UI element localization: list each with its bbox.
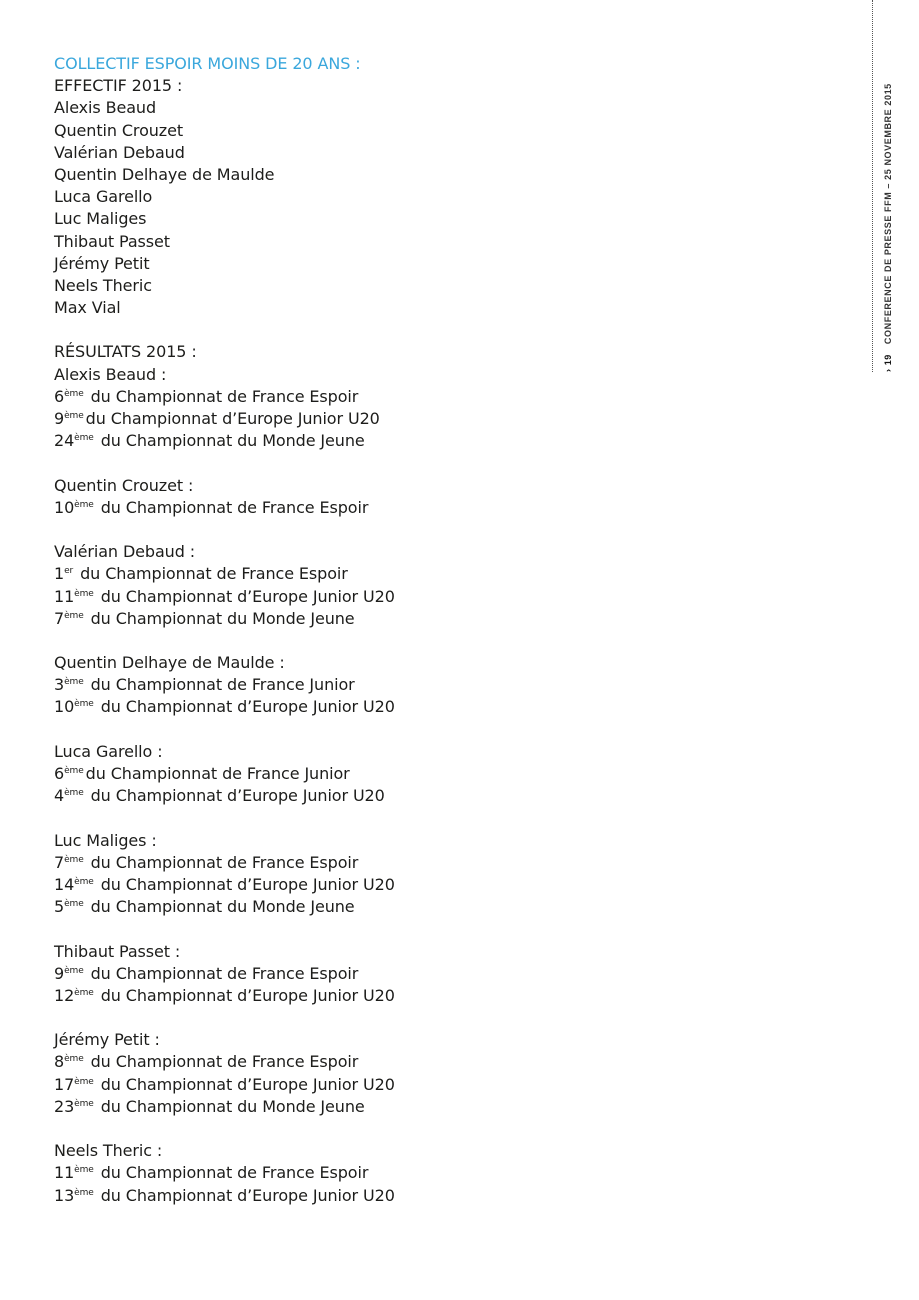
sidebar-label: [881, 83, 895, 372]
result-line: [54, 497, 754, 519]
result-rank: 11: [54, 1163, 75, 1183]
result-rank: 13: [54, 1185, 75, 1205]
document-body: [54, 53, 754, 1207]
athlete-name: Luca Garello :: [54, 741, 163, 761]
result-competition: du Championnat de France Espoir: [85, 386, 359, 406]
roster-name: Alexis Beaud: [54, 98, 157, 118]
result-competition: du Championnat du Monde Jeune: [95, 431, 365, 451]
roster-name: Max Vial: [54, 298, 121, 318]
athlete-result-block: [54, 541, 754, 652]
collective-heading: COLLECTIF ESPOIR MOINS DE 20 ANS :: [54, 54, 361, 73]
result-competition: du Championnat de France Espoir: [75, 564, 348, 584]
result-line: [54, 608, 754, 630]
page-number: › 19: [883, 354, 893, 372]
result-competition: du Championnat d’Europe Junior U20: [95, 697, 395, 717]
result-line: [54, 674, 754, 696]
result-rank: 17: [54, 1074, 75, 1094]
athlete-result-block: [54, 364, 754, 475]
result-rank: 7: [54, 608, 65, 628]
roster-title: EFFECTIF 2015 :: [54, 76, 183, 96]
result-line: [54, 1074, 754, 1096]
athlete-result-block: [54, 652, 754, 741]
result-rank: 6: [54, 386, 65, 406]
result-line: [54, 763, 754, 785]
result-rank: 24: [54, 431, 75, 451]
rank-suffix: ème: [74, 1098, 94, 1109]
rank-suffix: ème: [64, 677, 84, 688]
athlete-result-block: [54, 1140, 754, 1207]
athlete-result-block: [54, 830, 754, 941]
rank-suffix: ème: [64, 610, 84, 621]
result-rank: 6: [54, 764, 65, 783]
rank-suffix: ème: [64, 766, 84, 776]
results-title: RÉSULTATS 2015 :: [54, 342, 197, 362]
rank-suffix: ème: [64, 388, 84, 399]
result-rank: 10: [54, 697, 75, 717]
rank-suffix: ème: [74, 588, 94, 599]
rank-suffix: ème: [64, 854, 84, 865]
athlete-name: Quentin Crouzet :: [54, 475, 194, 495]
result-competition: du Championnat d’Europe Junior U20: [95, 1074, 395, 1094]
athlete-name: Alexis Beaud :: [54, 364, 167, 384]
rank-suffix: ème: [74, 987, 94, 998]
result-line: [54, 852, 754, 874]
result-competition: du Championnat d’Europe Junior U20: [95, 1185, 395, 1205]
result-rank: 8: [54, 1052, 65, 1072]
margin-divider: [872, 0, 873, 372]
athlete-result-block: [54, 475, 754, 542]
result-rank: 9: [54, 409, 65, 428]
athlete-result-block: [54, 1029, 754, 1140]
result-line: [54, 1051, 754, 1073]
rank-suffix: ème: [74, 433, 94, 444]
spacer: [54, 807, 754, 829]
athlete-result-block: [54, 741, 754, 830]
result-competition: du Championnat du Monde Jeune: [85, 608, 355, 628]
result-rank: 7: [54, 852, 65, 872]
result-rank: 1: [54, 564, 65, 584]
result-line: [54, 896, 754, 918]
result-rank: 14: [54, 874, 75, 894]
roster-name: Valérian Debaud: [54, 142, 185, 162]
result-line: [54, 785, 754, 807]
result-rank: 9: [54, 963, 65, 983]
athlete-name: Luc Maliges :: [54, 830, 157, 850]
spacer: [54, 719, 754, 741]
result-rank: 10: [54, 497, 75, 517]
result-line: [54, 696, 754, 718]
result-competition: du Championnat de France Junior: [85, 764, 350, 783]
athlete-name: Quentin Delhaye de Maulde :: [54, 653, 285, 673]
result-rank: 3: [54, 675, 65, 695]
result-competition: du Championnat d’Europe Junior U20: [85, 786, 385, 806]
roster-name: Luca Garello: [54, 187, 153, 207]
rank-suffix: ème: [74, 499, 94, 510]
rank-suffix: ème: [64, 788, 84, 799]
result-line: [54, 586, 754, 608]
result-line: [54, 963, 754, 985]
result-rank: 23: [54, 1096, 75, 1116]
result-competition: du Championnat d’Europe Junior U20: [95, 586, 395, 606]
rank-suffix: ème: [64, 411, 84, 421]
athlete-name: Jérémy Petit :: [54, 1030, 160, 1050]
rank-suffix: ème: [74, 699, 94, 710]
athlete-name: Thibaut Passet :: [54, 941, 181, 961]
result-competition: du Championnat de France Espoir: [85, 963, 359, 983]
result-line: [54, 563, 754, 585]
spacer: [54, 1007, 754, 1029]
result-competition: du Championnat de France Espoir: [85, 852, 359, 872]
result-competition: du Championnat d’Europe Junior U20: [85, 409, 380, 428]
result-competition: du Championnat de France Espoir: [95, 1163, 369, 1183]
roster-name: Quentin Crouzet: [54, 120, 184, 140]
athlete-result-block: [54, 941, 754, 1030]
result-rank: 11: [54, 586, 75, 606]
result-line: [54, 1185, 754, 1207]
spacer: [54, 1118, 754, 1140]
athlete-name: Neels Theric :: [54, 1141, 163, 1161]
result-line: [54, 985, 754, 1007]
results-list: [54, 364, 754, 1207]
result-rank: 12: [54, 985, 75, 1005]
result-competition: du Championnat de France Espoir: [95, 497, 369, 517]
result-competition: du Championnat du Monde Jeune: [95, 1096, 365, 1116]
spacer: [54, 319, 754, 341]
rank-suffix: ème: [74, 876, 94, 887]
result-competition: du Championnat d’Europe Junior U20: [95, 874, 395, 894]
roster-name: Jérémy Petit: [54, 253, 150, 273]
spacer: [54, 452, 754, 474]
result-line: [54, 1162, 754, 1184]
result-competition: du Championnat de France Junior: [85, 675, 355, 695]
roster-name: Thibaut Passet: [54, 231, 170, 251]
result-rank: 5: [54, 897, 65, 917]
rank-suffix: ème: [64, 1054, 84, 1065]
rank-suffix: ème: [74, 1187, 94, 1198]
result-rank: 4: [54, 786, 65, 806]
result-line: [54, 386, 754, 408]
roster-name: Quentin Delhaye de Maulde: [54, 164, 275, 184]
spacer: [54, 519, 754, 541]
rank-suffix: ème: [74, 1076, 94, 1087]
roster-list: [54, 97, 754, 319]
rank-suffix: ème: [74, 1165, 94, 1176]
spacer: [54, 630, 754, 652]
rank-suffix: ème: [64, 965, 84, 976]
roster-name: Luc Maliges: [54, 209, 147, 229]
athlete-name: Valérian Debaud :: [54, 542, 196, 562]
result-line: [54, 1096, 754, 1118]
rank-suffix: er: [64, 566, 74, 577]
result-line: [54, 874, 754, 896]
result-competition: du Championnat de France Espoir: [85, 1052, 359, 1072]
press-conference-label: CONFERENCE DE PRESSE FFM – 25 NOVEMBRE 2015: [883, 83, 893, 345]
result-line: [54, 408, 754, 430]
result-line: [54, 430, 754, 452]
spacer: [54, 918, 754, 940]
rank-suffix: ème: [64, 899, 84, 910]
result-competition: du Championnat du Monde Jeune: [85, 897, 355, 917]
result-competition: du Championnat d’Europe Junior U20: [95, 985, 395, 1005]
roster-name: Neels Theric: [54, 275, 152, 295]
